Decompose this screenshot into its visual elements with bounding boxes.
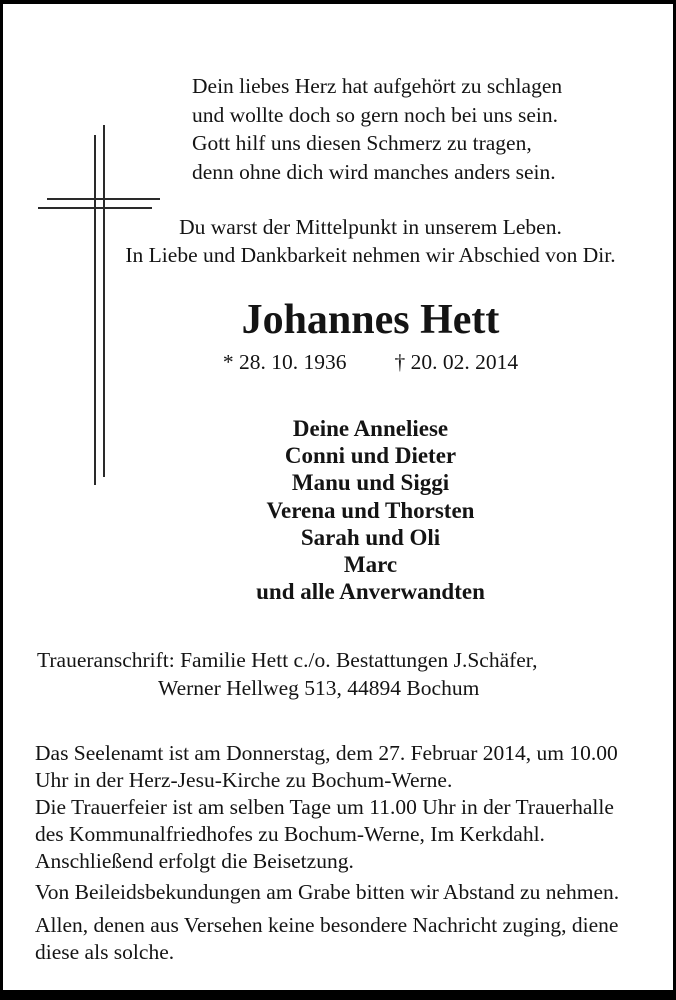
mourning-address-line-2: Werner Hellweg 513, 44894 Bochum	[158, 675, 480, 700]
epitaph-poem	[192, 72, 562, 186]
text-line: Das Seelenamt ist am Donnerstag, dem 27. Februar 2014, um 10.00	[35, 741, 618, 765]
cross-horizontal-line	[47, 198, 160, 200]
farewell-line: In Liebe und Dankbarkeit nehmen wir Abschied von Dir.	[125, 242, 616, 267]
text-line: diese als solche.	[35, 940, 175, 964]
text-line: Von Beileidsbekundungen am Grabe bitten wir Abstand zu nehmen.	[35, 880, 620, 904]
life-dates	[68, 349, 673, 376]
birth-date: * 28. 10. 1936	[222, 350, 347, 374]
mourner-line: Deine Anneliese	[292, 416, 449, 441]
poem-line: und wollte doch so gern noch bei uns sein.	[192, 102, 559, 127]
death-date: † 20. 02. 2014	[394, 350, 519, 374]
poem-line: Gott hilf uns diesen Schmerz zu tragen,	[192, 131, 532, 155]
paragraph-trauerfeier	[35, 794, 663, 848]
text-line: Die Trauerfeier ist am selben Tage um 11.00 Uhr in der Trauerhalle	[35, 795, 614, 819]
paragraph-beileid	[35, 879, 663, 906]
mourner-line: Verena und Thorsten	[266, 497, 475, 523]
mourning-address	[37, 647, 537, 702]
text-line: Allen, denen aus Versehen keine besondere Nachricht zuging, diene	[35, 913, 619, 937]
poem-line: Dein liebes Herz hat aufgehört zu schlagen	[192, 74, 563, 98]
cross-horizontal-line	[38, 207, 152, 209]
mourner-line: Sarah und Oli	[300, 524, 441, 550]
poem-line: denn ohne dich wird manches anders sein.	[192, 159, 556, 184]
farewell-text	[68, 214, 673, 269]
service-details	[35, 740, 663, 966]
text-line: des Kommunalfriedhofes zu Bochum-Werne, Im Kerkdahl.	[35, 822, 545, 846]
text-line: Anschließend erfolgt die Beisetzung.	[35, 849, 354, 873]
mourner-line: Marc	[343, 552, 398, 578]
paragraph-nachricht	[35, 912, 663, 966]
paragraph-beisetzung	[35, 848, 663, 875]
paragraph-seelenamt	[35, 740, 663, 794]
text-line: Uhr in der Herz-Jesu-Kirche zu Bochum-Werne.	[35, 768, 453, 792]
mourner-line: und alle Anverwandten	[256, 579, 485, 605]
deceased-name: Johannes Hett	[241, 297, 500, 343]
mourner-line: Manu und Siggi	[291, 470, 450, 496]
mourner-line: Conni und Dieter	[284, 443, 457, 469]
mourners-list	[68, 415, 673, 605]
farewell-line: Du warst der Mittelpunkt in unserem Leben.	[179, 215, 562, 239]
mourning-address-line-1: Traueranschrift: Familie Hett c./o. Bestattungen J.Schäfer,	[37, 648, 538, 672]
